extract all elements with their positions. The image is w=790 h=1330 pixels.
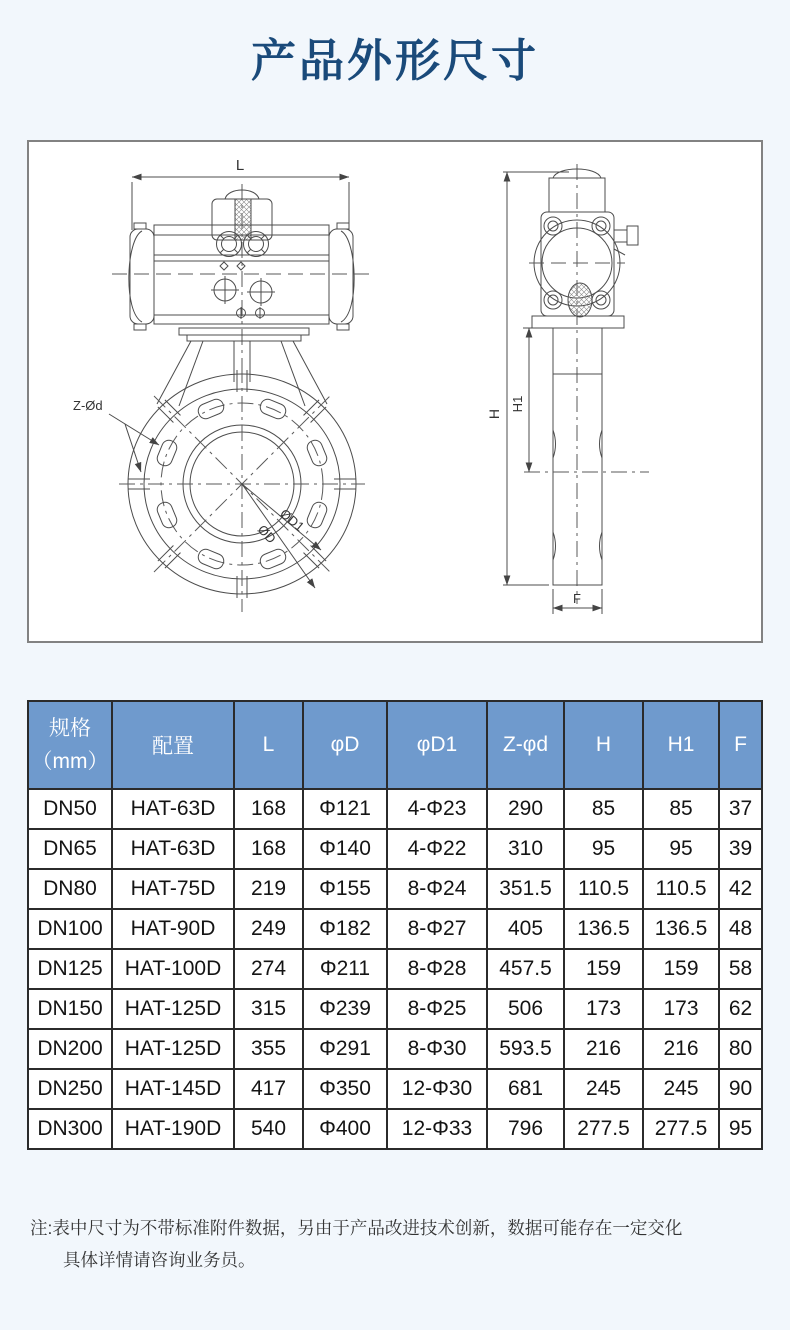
header-config: 配置 [112,701,234,789]
table-cell: HAT-63D [112,789,234,829]
table-cell: 681 [487,1069,564,1109]
table-cell: Φ239 [303,989,387,1029]
table-cell: 80 [719,1029,762,1069]
table-cell: 90 [719,1069,762,1109]
table-cell: 173 [564,989,643,1029]
table-cell: 290 [487,789,564,829]
page-title: 产品外形尺寸 [250,35,539,86]
table-row [28,1029,762,1069]
table-cell: DN100 [28,909,112,949]
table-cell: HAT-63D [112,829,234,869]
table-cell: DN200 [28,1029,112,1069]
table-cell: DN65 [28,829,112,869]
dimension-label-H1: H1 [510,395,525,413]
valve-dimension-drawing [27,140,763,643]
table-cell: 173 [643,989,719,1029]
table-cell: 249 [234,909,303,949]
header-spec-line1: 规格 [49,717,91,740]
table-cell: 245 [564,1069,643,1109]
table-cell: 216 [643,1029,719,1069]
table-row [28,909,762,949]
table-cell: DN50 [28,789,112,829]
table-cell: 168 [234,829,303,869]
table-cell: 42 [719,869,762,909]
table-cell: 219 [234,869,303,909]
table-cell: Φ121 [303,789,387,829]
header-L: L [234,701,303,789]
header-H: H [564,701,643,789]
header-F: F [719,701,762,789]
table-row [28,789,762,829]
dimension-label-OD: ØD [254,521,280,547]
table-cell: 506 [487,989,564,1029]
table-cell: 216 [564,1029,643,1069]
table-row [28,1109,762,1149]
table-cell: 417 [234,1069,303,1109]
table-row [28,1069,762,1109]
header-phiD1: φD1 [387,701,487,789]
table-cell: 8-Φ28 [387,949,487,989]
table-cell: 62 [719,989,762,1029]
table-header-row [28,701,762,789]
table-cell: HAT-100D [112,949,234,989]
table-cell: HAT-90D [112,909,234,949]
table-cell: 274 [234,949,303,989]
table-cell: 405 [487,909,564,949]
table-cell: DN300 [28,1109,112,1149]
dimension-label-Z-Od: Z-Ød [73,398,103,413]
side-view-drawing [486,164,649,614]
table-cell: 4-Φ23 [387,789,487,829]
header-Z-phid: Z-φd [487,701,564,789]
table-cell: 796 [487,1109,564,1149]
table-cell: 12-Φ30 [387,1069,487,1109]
table-cell: DN250 [28,1069,112,1109]
table-row [28,869,762,909]
table-cell: 593.5 [487,1029,564,1069]
table-cell: 457.5 [487,949,564,989]
table-cell: 136.5 [643,909,719,949]
table-cell: 12-Φ33 [387,1109,487,1149]
table-cell: Φ291 [303,1029,387,1069]
table-row [28,949,762,989]
header-H1: H1 [643,701,719,789]
table-cell: 110.5 [643,869,719,909]
table-cell: 351.5 [487,869,564,909]
table-cell: 95 [719,1109,762,1149]
table-cell: 277.5 [564,1109,643,1149]
table-cell: DN80 [28,869,112,909]
table-cell: 110.5 [564,869,643,909]
front-view-drawing [73,157,374,612]
technical-drawing-svg [29,142,761,641]
table-cell: 315 [234,989,303,1029]
table-cell: 8-Φ27 [387,909,487,949]
table-cell: Φ182 [303,909,387,949]
table-cell: 48 [719,909,762,949]
dimension-label-OD1: ØD1 [277,505,308,535]
table-cell: HAT-75D [112,869,234,909]
table-cell: 95 [643,829,719,869]
table-cell: HAT-125D [112,1029,234,1069]
table-row [28,989,762,1029]
table-cell: 245 [643,1069,719,1109]
table-cell: 39 [719,829,762,869]
table-cell: 95 [564,829,643,869]
table-cell: 136.5 [564,909,643,949]
table-cell: DN125 [28,949,112,989]
table-cell: HAT-145D [112,1069,234,1109]
table-cell: 540 [234,1109,303,1149]
table-cell: 8-Φ30 [387,1029,487,1069]
table-cell: HAT-125D [112,989,234,1029]
table-cell: 8-Φ25 [387,989,487,1029]
table-cell: 58 [719,949,762,989]
table-cell: 85 [643,789,719,829]
dimension-label-H: H [486,408,502,420]
table-cell: Φ350 [303,1069,387,1109]
table-cell: Φ155 [303,869,387,909]
header-phiD: φD [303,701,387,789]
table-row [28,829,762,869]
table-cell: 8-Φ24 [387,869,487,909]
table-cell: Φ140 [303,829,387,869]
table-cell: 159 [643,949,719,989]
table-cell: DN150 [28,989,112,1029]
table-cell: Φ211 [303,949,387,989]
footnote-line2: 具体详情请咨询业务员。 [63,1250,256,1271]
table-cell: 310 [487,829,564,869]
dimension-spec-table [27,700,763,1150]
footnote-line1: 注:表中尺寸为不带标准附件数据，另由于产品改进技术创新，数据可能存在一定交化 [30,1218,683,1238]
table-cell: HAT-190D [112,1109,234,1149]
table-cell: 159 [564,949,643,989]
table-cell: 355 [234,1029,303,1069]
header-spec-line2: （mm） [31,750,109,773]
dimension-label-L: L [235,157,245,174]
table-cell: Φ400 [303,1109,387,1149]
table-cell: 85 [564,789,643,829]
footnote [30,1212,765,1277]
table-cell: 4-Φ22 [387,829,487,869]
table-cell: 277.5 [643,1109,719,1149]
header-spec-mm [28,701,112,789]
table-cell: 37 [719,789,762,829]
table-cell: 168 [234,789,303,829]
dimension-label-F: F [573,591,581,606]
